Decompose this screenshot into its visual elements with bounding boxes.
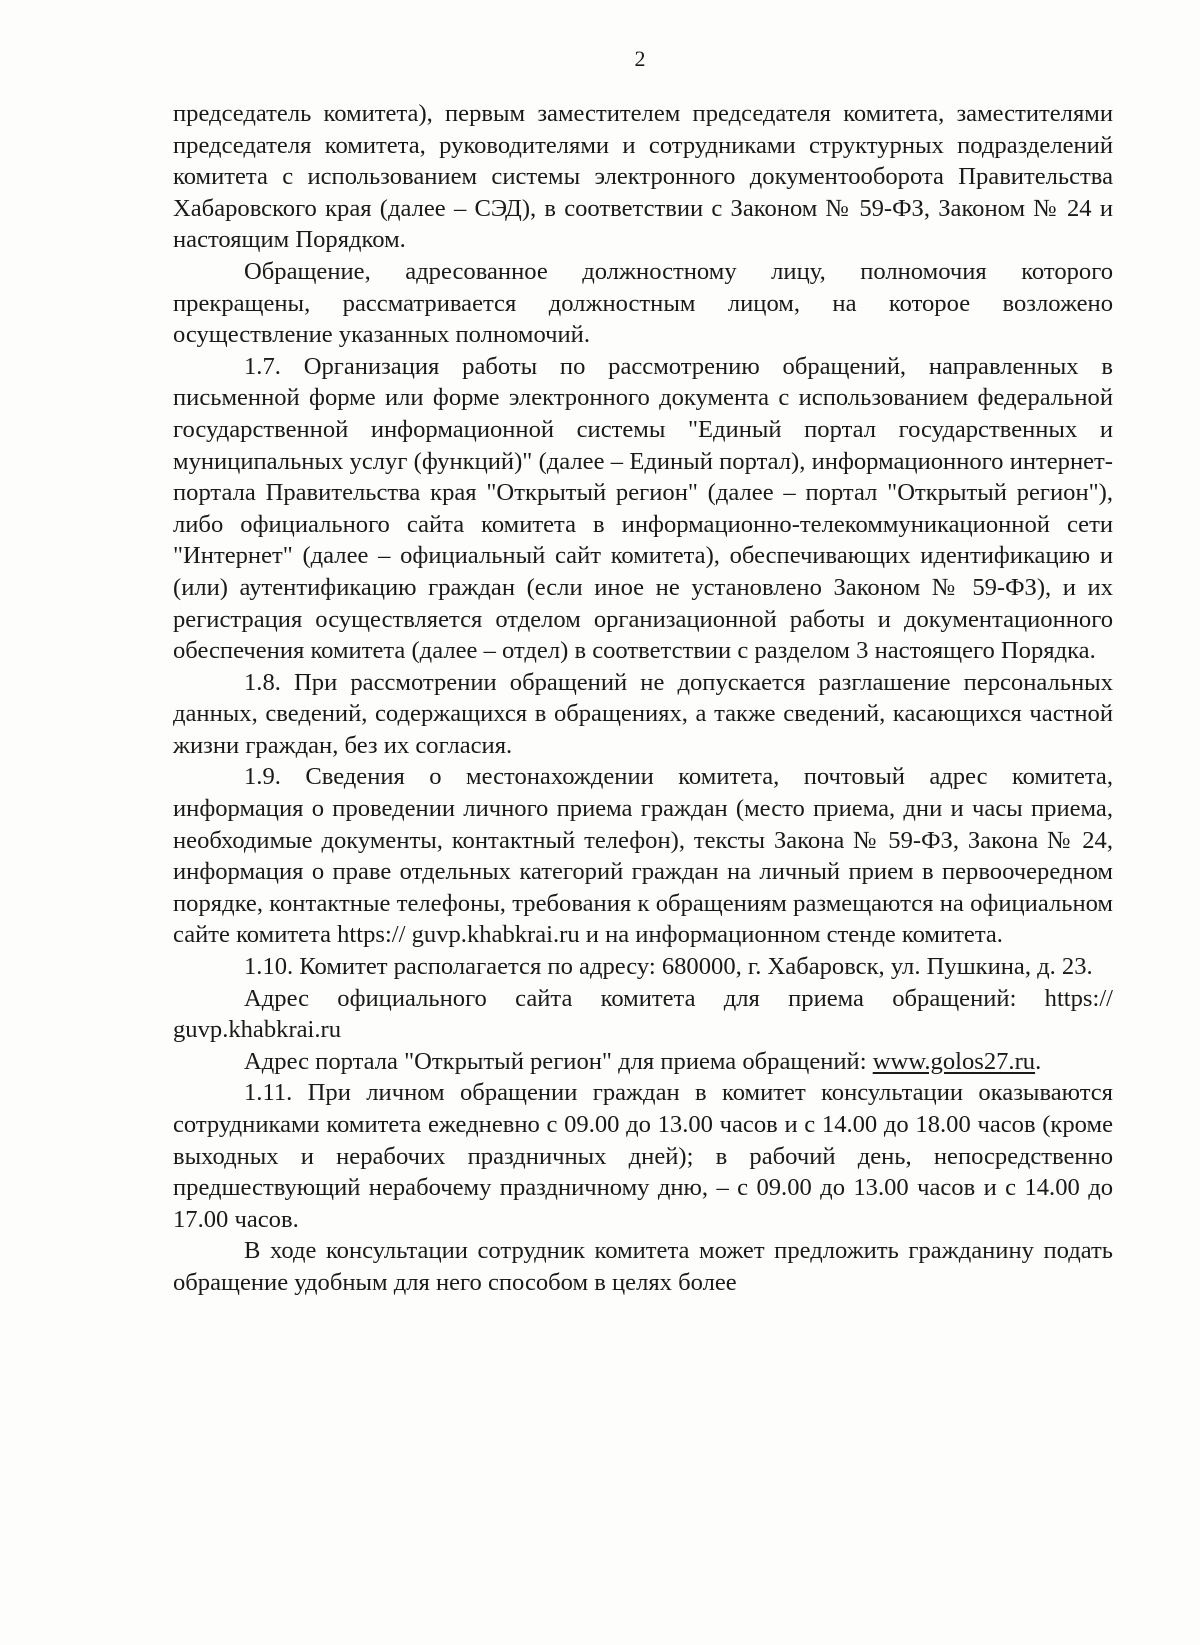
portal-address-text: Адрес портала "Открытый регион" для приема обращений: <box>244 1047 873 1075</box>
paragraph-1-9: 1.9. Сведения о местонахождении комитета, почтовый адрес комитета, информация о проведении личного приема граждан (место приема, дни и часы приема, необходимые документы, контактный телефон), тексты Закона № 59-ФЗ, Закона № 24, информация о праве отдельных категорий граждан на личный прием в первоочередном порядке, контактные телефоны, требования к обращениям размещаются на официальном сайте комитета https:// guvp.khabkrai.ru и на информационном стенде комитета. <box>173 763 1113 949</box>
paragraph-1-7: 1.7. Организация работы по рассмотрению обращений, направленных в письменной форме или форме электронного документа с использованием федеральной государственной информационной системы "Единый портал государственных и муниципальных услуг (функций)" (далее – Единый портал), информационного интернет-портала Правительства края "Открытый регион" (далее – портал "Открытый регион"), либо официального сайта комитета в информационно-телекоммуникационной сети "Интернет" (далее – официальный сайт комитета), обеспечивающих идентификацию и (или) аутентификацию граждан (если иное не установлено Законом № 59-ФЗ), и их регистрация осуществляется отделом организационной работы и документационного обеспечения комитета (далее – отдел) в соответствии с разделом 3 настоящего Порядка. <box>173 352 1113 665</box>
paragraph-official-site: Адрес официального сайта комитета для приема обращений: https:// guvp.khabkrai.ru <box>173 984 1113 1044</box>
document-body <box>173 98 1113 1299</box>
page-number: 2 <box>634 46 646 71</box>
paragraph-1-10: 1.10. Комитет располагается по адресу: 680000, г. Хабаровск, ул. Пушкина, д. 23. <box>244 953 1093 981</box>
paragraph-portal-address <box>173 1046 1113 1078</box>
paragraph-continuation: председатель комитета), первым заместителем председателя комитета, заместителями председателя комитета, руководителями и сотрудниками структурных подразделений комитета с использованием системы электронного документооборота Правительства Хабаровского края (далее – СЭД), в соответствии с Законом № 59-ФЗ, Законом № 24 и настоящим Порядком. <box>173 100 1113 254</box>
portal-address-period: . <box>1035 1047 1042 1075</box>
paragraph-consultation: В ходе консультации сотрудник комитета может предложить гражданину подать обращение удобным для него способом в целях более <box>173 1237 1113 1296</box>
paragraph-1-8: 1.8. При рассмотрении обращений не допускается разглашение персональных данных, сведений, содержащихся в обращениях, а также сведений, касающихся частной жизни граждан, без их согласия. <box>173 668 1113 759</box>
golos27-link[interactable]: www.golos27.ru <box>872 1047 1036 1075</box>
paragraph-terminated-powers: Обращение, адресованное должностному лицу, полномочия которого прекращены, рассматривается должностным лицом, на которое возложено осуществление указанных полномочий. <box>173 257 1113 349</box>
paragraph-1-11: 1.11. При личном обращении граждан в комитет консультации оказываются сотрудниками комитета ежедневно с 09.00 до 13.00 часов и с 14.00 до 18.00 часов (кроме выходных и нерабочих праздничных дней); в рабочий день, непосредственно предшествующий нерабочему праздничному дню, – с 09.00 до 13.00 часов и с 14.00 до 17.00 часов. <box>173 1079 1113 1233</box>
